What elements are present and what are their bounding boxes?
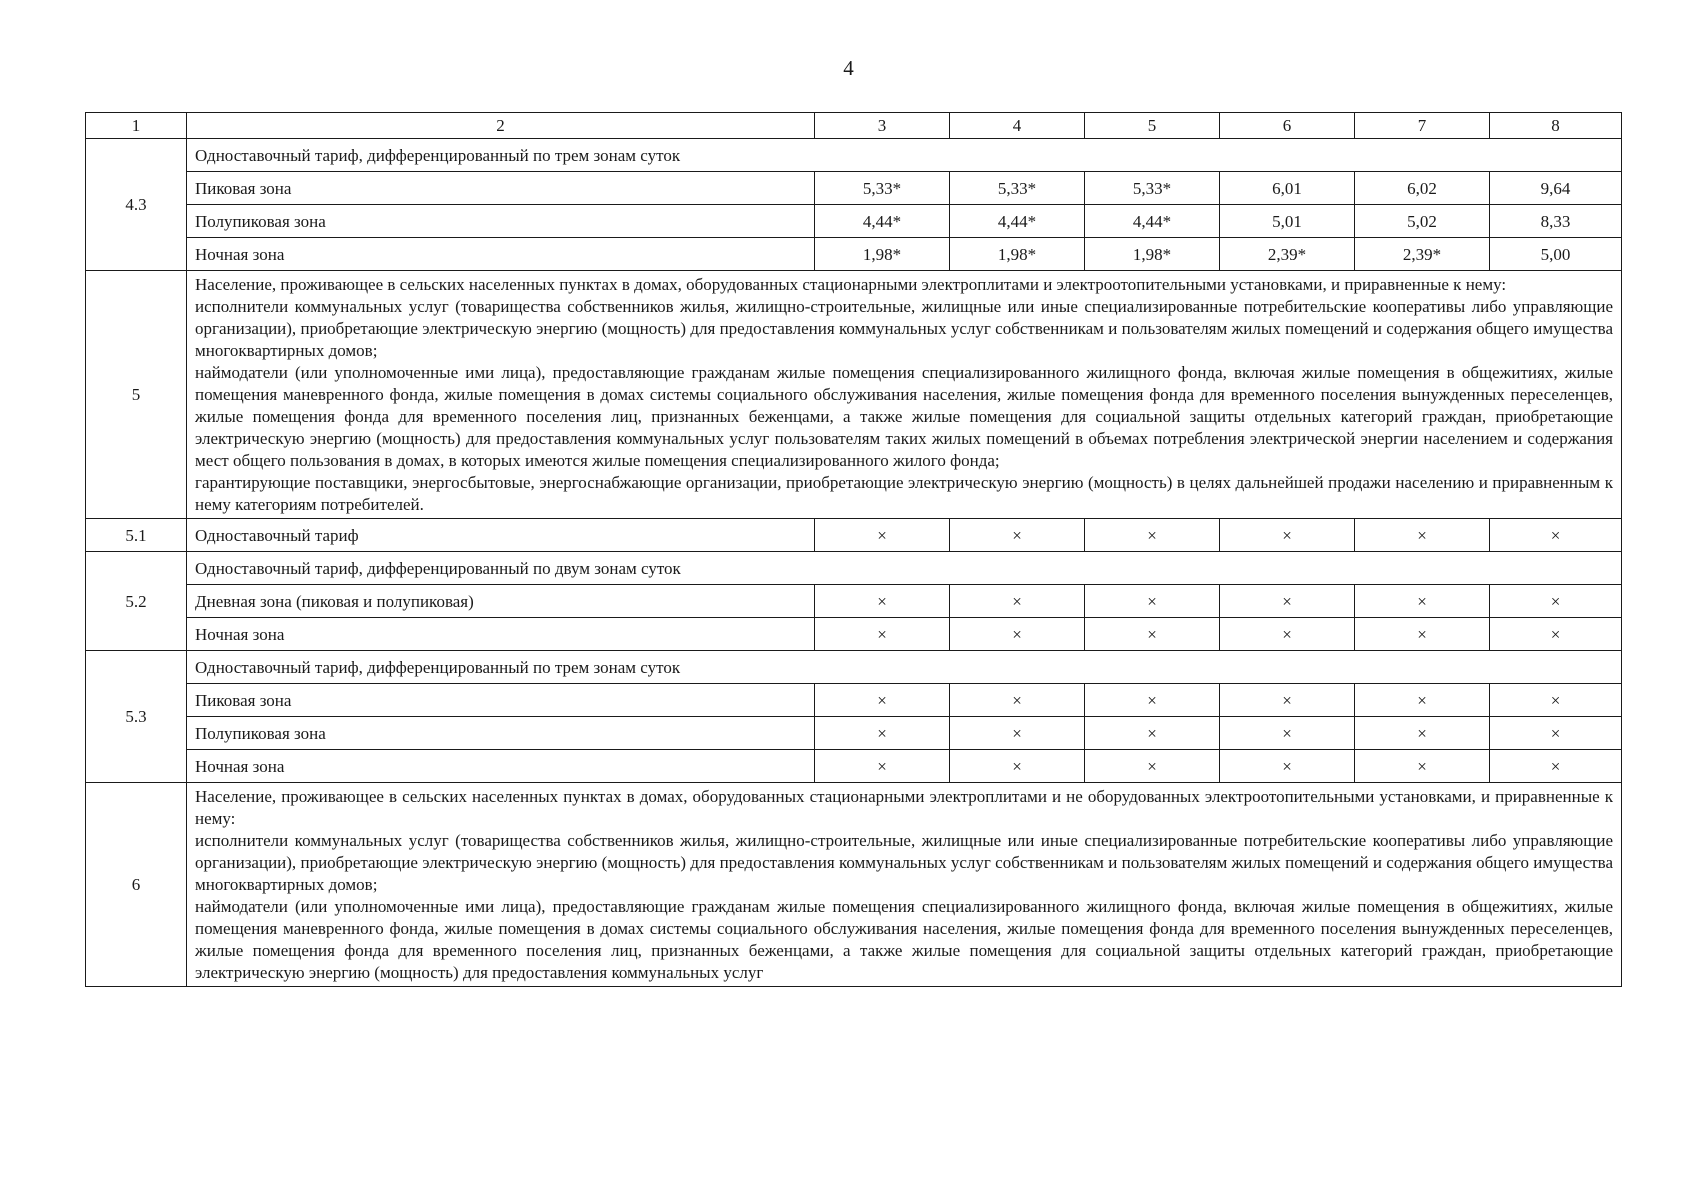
column-number: 5: [1085, 113, 1220, 139]
tariff-value: 4,44*: [815, 205, 950, 238]
zone-label: Ночная зона: [187, 238, 815, 271]
description-paragraph: Население, проживающее в сельских населенных пунктах в домах, оборудованных стационарными электроплитами и электроотопительными установками, и приравненные к нему:: [195, 275, 1507, 294]
tariff-value: ×: [1490, 750, 1622, 783]
tariff-value: ×: [1355, 585, 1490, 618]
row-number: 4.3: [86, 139, 187, 271]
tariff-value: ×: [1220, 750, 1355, 783]
tariff-value: ×: [950, 750, 1085, 783]
tariff-value: 5,00: [1490, 238, 1622, 271]
zone-label: Дневная зона (пиковая и полупиковая): [187, 585, 815, 618]
description-paragraph: исполнители коммунальных услуг (товарищества собственников жилья, жилищно-строительные, жилищные или иные специализированные потребительские кооперативы либо управляющие организации), приобретающие электрическую энергию (мощность) для предоставления коммунальных услуг собственникам и пользователям жилых помещений и содержания общего имущества многоквартирных домов;: [195, 831, 1613, 894]
row-number: 5.2: [86, 552, 187, 651]
tariff-caption: Одноставочный тариф, дифференцированный по трем зонам суток: [187, 139, 1622, 172]
tariff-value: 6,01: [1220, 172, 1355, 205]
tariff-value: ×: [1490, 684, 1622, 717]
tariff-value: ×: [1355, 717, 1490, 750]
column-number: 7: [1355, 113, 1490, 139]
tariff-value: 6,02: [1355, 172, 1490, 205]
table-row: [86, 717, 1622, 750]
tariff-value: 8,33: [1490, 205, 1622, 238]
tariff-value: ×: [950, 684, 1085, 717]
table-row: [86, 139, 1622, 172]
zone-label: Полупиковая зона: [187, 717, 815, 750]
tariff-value: ×: [950, 618, 1085, 651]
tariff-value: 2,39*: [1220, 238, 1355, 271]
zone-label: Полупиковая зона: [187, 205, 815, 238]
tariff-value: ×: [1220, 684, 1355, 717]
tariff-value: 4,44*: [1085, 205, 1220, 238]
table-row: [86, 783, 1622, 987]
tariff-value: 4,44*: [950, 205, 1085, 238]
table-row: [86, 585, 1622, 618]
tariff-caption: Одноставочный тариф, дифференцированный по трем зонам суток: [187, 651, 1622, 684]
tariff-value: ×: [1085, 618, 1220, 651]
zone-label: Пиковая зона: [187, 684, 815, 717]
tariff-value: ×: [1220, 717, 1355, 750]
tariff-value: 5,33*: [1085, 172, 1220, 205]
tariff-label: Одноставочный тариф: [187, 519, 815, 552]
tariff-value: ×: [950, 585, 1085, 618]
tariff-value: ×: [815, 717, 950, 750]
tariff-value: 1,98*: [950, 238, 1085, 271]
tariff-value: ×: [1355, 519, 1490, 552]
column-number: 2: [187, 113, 815, 139]
tariff-value: ×: [1355, 750, 1490, 783]
tariff-value: ×: [1085, 585, 1220, 618]
tariff-value: 5,33*: [815, 172, 950, 205]
table-row: [86, 552, 1622, 585]
description-paragraph: гарантирующие поставщики, энергосбытовые, энергоснабжающие организации, приобретающие электрическую энергию (мощность) в целях дальнейшей продажи населению и приравненным к нему категориям потребителей.: [195, 473, 1613, 514]
row-number: 5: [86, 271, 187, 519]
tariff-value: ×: [1490, 618, 1622, 651]
table-row: [86, 205, 1622, 238]
tariff-value: ×: [815, 684, 950, 717]
tariff-caption: Одноставочный тариф, дифференцированный по двум зонам суток: [187, 552, 1622, 585]
column-number: 1: [86, 113, 187, 139]
tariff-value: ×: [1490, 585, 1622, 618]
row-number: 5.1: [86, 519, 187, 552]
consumer-description: [187, 783, 1622, 987]
tariff-value: 9,64: [1490, 172, 1622, 205]
zone-label: Ночная зона: [187, 750, 815, 783]
tariff-value: 2,39*: [1355, 238, 1490, 271]
zone-label: Пиковая зона: [187, 172, 815, 205]
tariff-value: 1,98*: [1085, 238, 1220, 271]
table-row: [86, 750, 1622, 783]
table-row: [86, 651, 1622, 684]
tariff-table: [85, 112, 1622, 987]
tariff-value: ×: [1085, 717, 1220, 750]
description-paragraph: Население, проживающее в сельских населенных пунктах в домах, оборудованных стационарными электроплитами и не оборудованных электроотопительными установками, и приравненные к нему:: [195, 787, 1613, 828]
column-number: 4: [950, 113, 1085, 139]
table-row: [86, 172, 1622, 205]
tariff-value: ×: [1490, 717, 1622, 750]
tariff-value: ×: [1490, 519, 1622, 552]
table-row: [86, 238, 1622, 271]
column-number-row: [86, 113, 1622, 139]
tariff-value: ×: [1355, 618, 1490, 651]
tariff-value: ×: [1220, 585, 1355, 618]
page-number: 4: [843, 56, 854, 80]
tariff-value: ×: [815, 750, 950, 783]
tariff-value: ×: [950, 519, 1085, 552]
table-row: [86, 519, 1622, 552]
consumer-description: [187, 271, 1622, 519]
tariff-value: 5,02: [1355, 205, 1490, 238]
tariff-value: 5,33*: [950, 172, 1085, 205]
tariff-value: ×: [1355, 684, 1490, 717]
table-row: [86, 271, 1622, 519]
tariff-value: 1,98*: [815, 238, 950, 271]
tariff-value: ×: [1220, 618, 1355, 651]
tariff-value: ×: [1085, 519, 1220, 552]
tariff-value: ×: [1085, 750, 1220, 783]
tariff-value: ×: [1220, 519, 1355, 552]
zone-label: Ночная зона: [187, 618, 815, 651]
tariff-value: ×: [815, 519, 950, 552]
tariff-value: 5,01: [1220, 205, 1355, 238]
tariff-value: ×: [950, 717, 1085, 750]
row-number: 6: [86, 783, 187, 987]
column-number: 8: [1490, 113, 1622, 139]
description-paragraph: наймодатели (или уполномоченные ими лица), предоставляющие гражданам жилые помещения специализированного жилищного фонда, включая жилые помещения в общежитиях, жилые помещения маневренного фонда, жилые помещения в домах системы социального обслуживания населения, жилые помещения фонда для временного поселения вынужденных переселенцев, жилые помещения фонда для временного поселения лиц, признанных беженцами, а также жилые помещения для социальной защиты отдельных категорий граждан, приобретающие электрическую энергию (мощность) для предоставления коммунальных услуг: [195, 897, 1613, 982]
row-number: 5.3: [86, 651, 187, 783]
table-row: [86, 684, 1622, 717]
column-number: 3: [815, 113, 950, 139]
description-paragraph: исполнители коммунальных услуг (товарищества собственников жилья, жилищно-строительные, жилищные или иные специализированные потребительские кооперативы либо управляющие организации), приобретающие электрическую энергию (мощность) для предоставления коммунальных услуг собственникам и пользователям жилых помещений и содержания общего имущества многоквартирных домов;: [195, 297, 1613, 360]
description-paragraph: наймодатели (или уполномоченные ими лица), предоставляющие гражданам жилые помещения специализированного жилищного фонда, включая жилые помещения в общежитиях, жилые помещения маневренного фонда, жилые помещения в домах системы социального обслуживания населения, жилые помещения фонда для временного поселения вынужденных переселенцев, жилые помещения фонда для временного поселения лиц, признанных беженцами, а также жилые помещения для социальной защиты отдельных категорий граждан, приобретающие электрическую энергию (мощность) для предоставления коммунальных услуг пользователям таких жилых помещений в объемах потребления электрической энергии населением и содержания мест общего пользования в домах, в которых имеются жилые помещения специализированного жилого фонда;: [195, 363, 1613, 470]
column-number: 6: [1220, 113, 1355, 139]
tariff-value: ×: [815, 618, 950, 651]
tariff-value: ×: [815, 585, 950, 618]
table-row: [86, 618, 1622, 651]
tariff-value: ×: [1085, 684, 1220, 717]
